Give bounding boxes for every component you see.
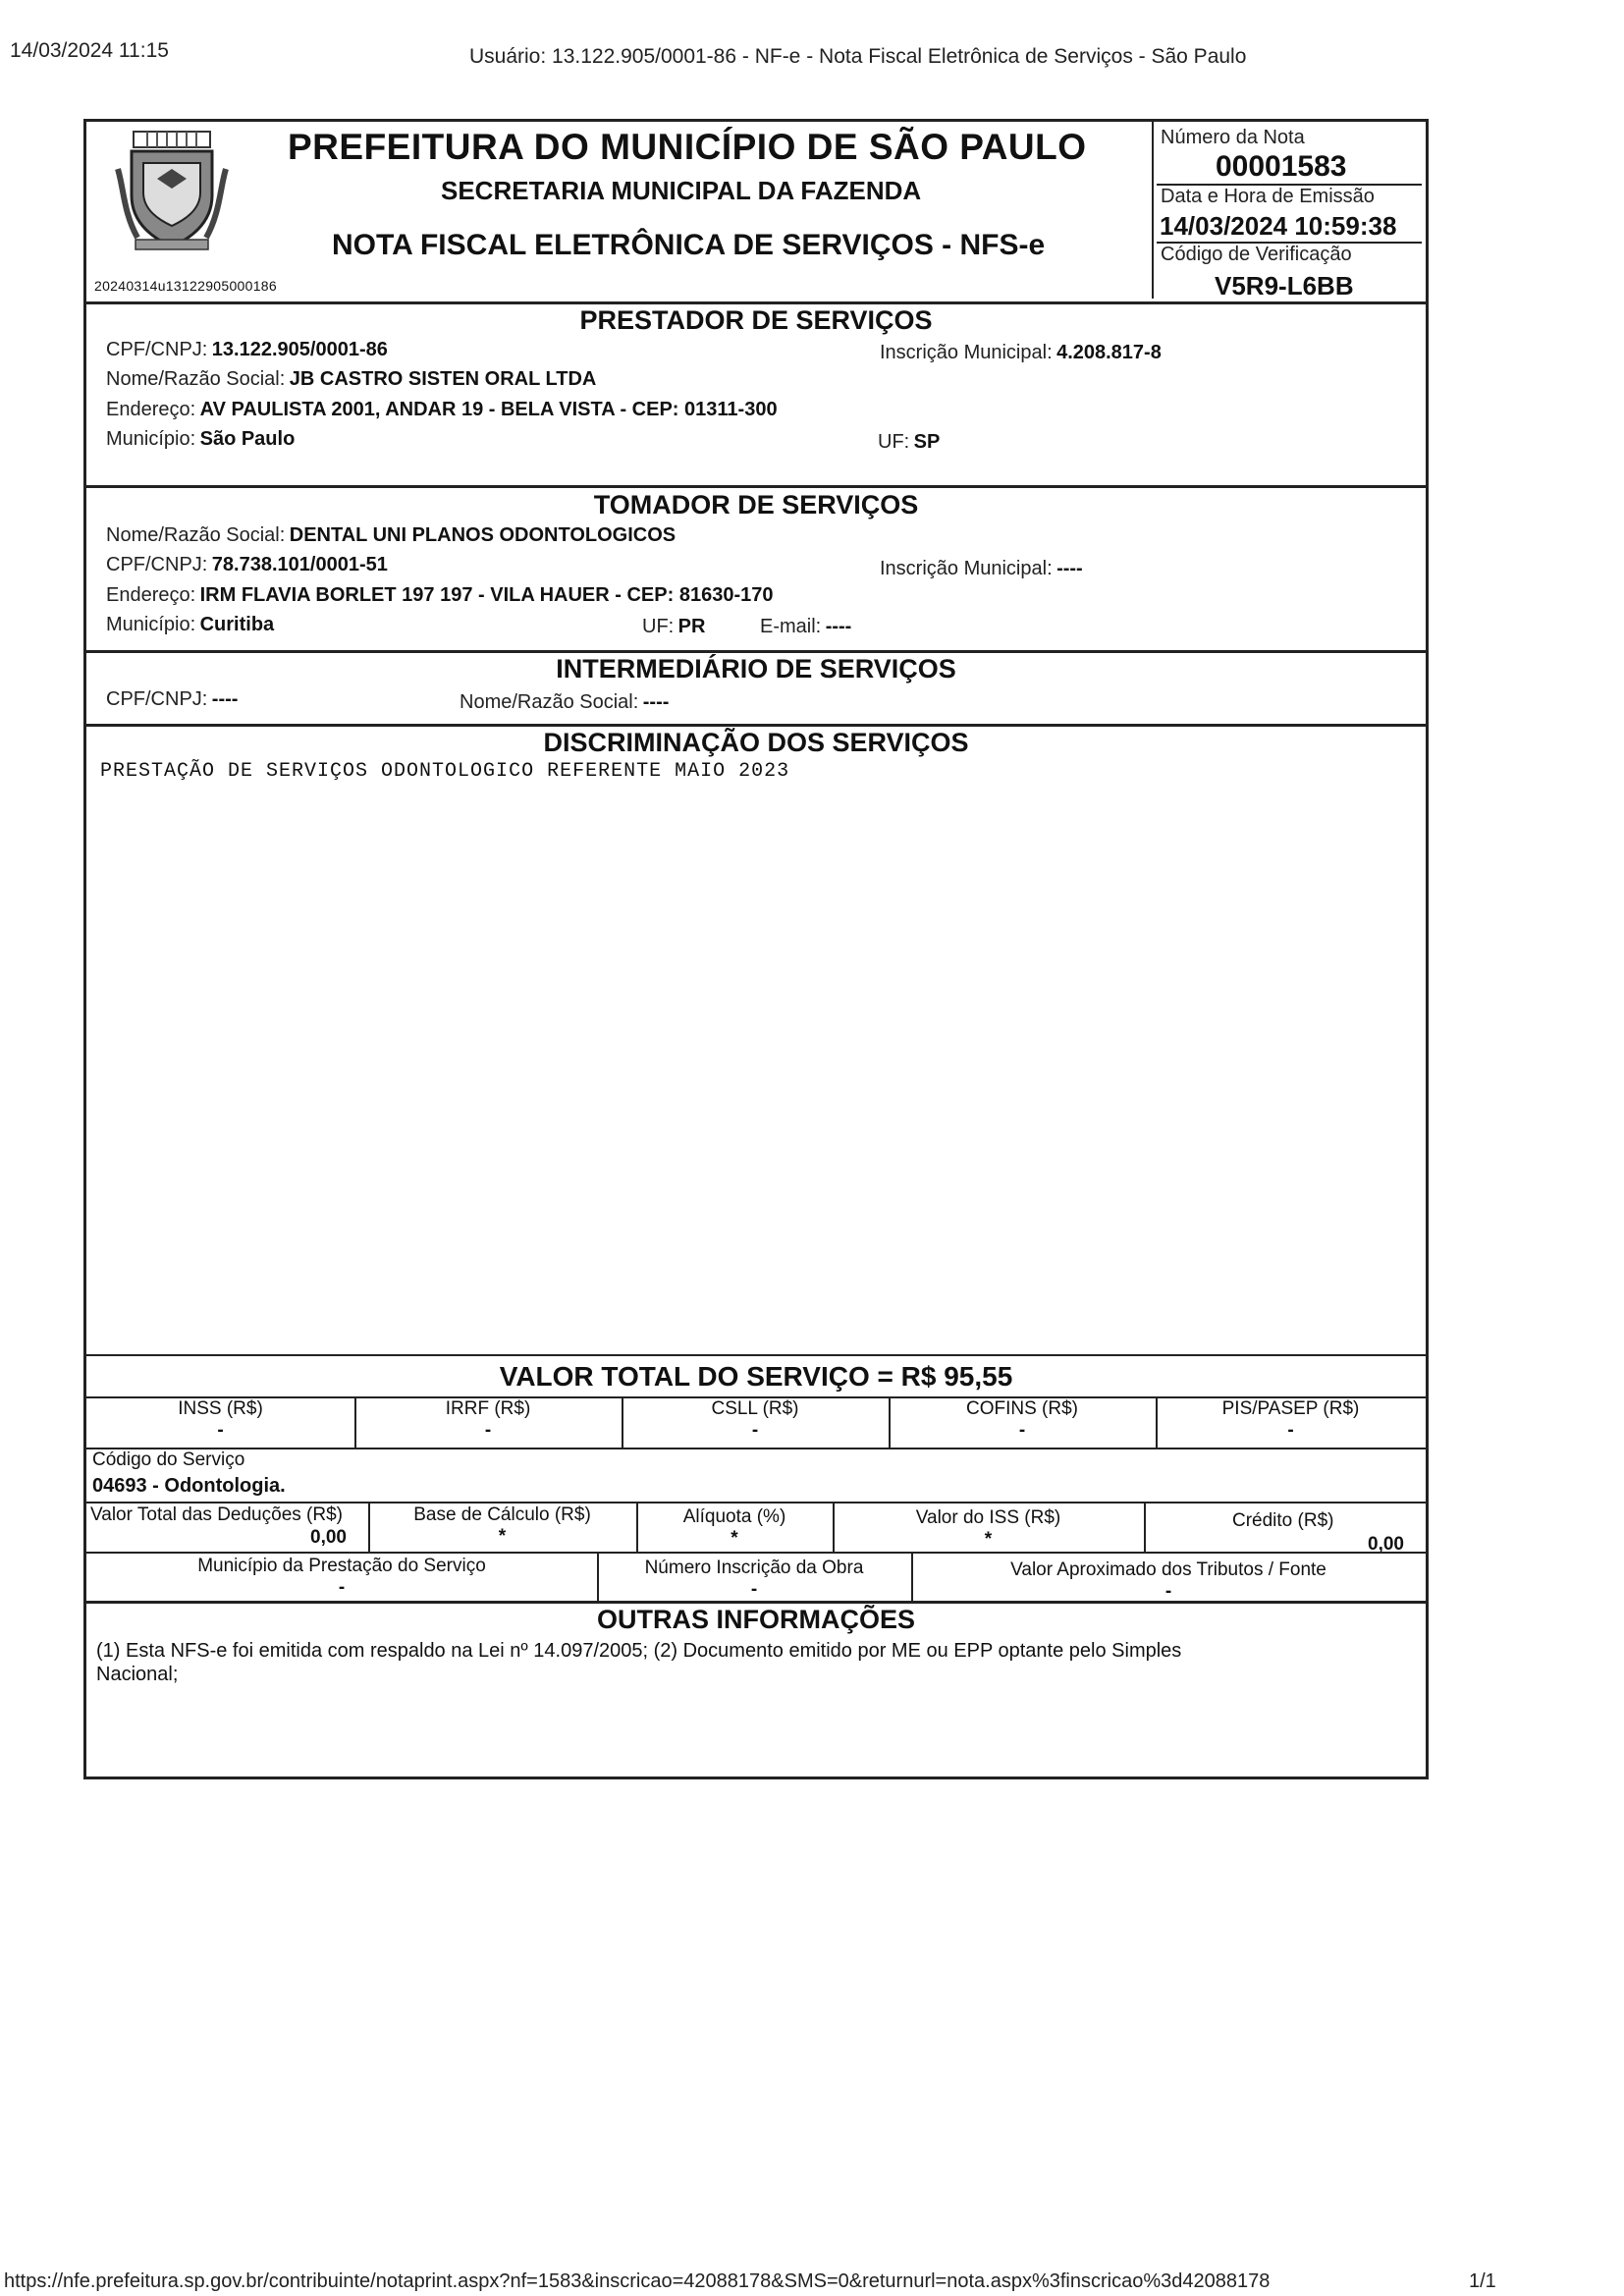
emissao-value: 14/03/2024 10:59:38: [1160, 211, 1397, 241]
prestador-bottom-rule: [86, 485, 1426, 488]
print-page-number: 1/1: [1469, 2270, 1496, 2292]
credito-value: 0,00: [1368, 1534, 1404, 1555]
aliquota: Alíquota (%) *: [682, 1506, 786, 1549]
tomador-im: ----: [1056, 558, 1083, 579]
outras-line-1: (1) Esta NFS-e foi emitida com respaldo na Lei nº 14.097/2005; (2) Documento emitido por ME ou EPP optante pelo Simples: [96, 1640, 1182, 1662]
intermediario-title: INTERMEDIÁRIO DE SERVIÇOS: [556, 654, 956, 683]
tributo-irrf: IRRF (R$) -: [445, 1398, 531, 1441]
tributo-pis-pasep: PIS/PASEP (R$) -: [1221, 1398, 1360, 1441]
intermediario-cnpj-row: CPF/CNPJ: ----: [106, 688, 239, 710]
intermediario-bottom-rule: [86, 724, 1426, 727]
tomador-municipio: Curitiba: [199, 614, 275, 635]
base-calculo: Base de Cálculo (R$) *: [413, 1504, 591, 1547]
tomador-bottom-rule: [86, 650, 1426, 653]
stamp-code: 20240314u13122905000186: [94, 278, 277, 294]
print-datetime: 14/03/2024 11:15: [10, 39, 169, 62]
tributos-bottom-rule: [86, 1448, 1426, 1449]
tomador-endereco: IRM FLAVIA BORLET 197 197 - VILA HAUER - CEP: 81630-170: [199, 584, 774, 606]
verificacao-label: Código de Verificação: [1161, 244, 1352, 265]
document-title: NOTA FISCAL ELETRÔNICA DE SERVIÇOS - NFS-e: [332, 229, 1046, 261]
prestador-endereco: AV PAULISTA 2001, ANDAR 19 - BELA VISTA - CEP: 01311-300: [199, 399, 778, 420]
header-bottom-rule: [86, 301, 1426, 304]
tomador-municipio-row: Município: Curitiba: [106, 614, 275, 635]
tomador-nome: DENTAL UNI PLANOS ODONTOLOGICOS: [289, 524, 677, 546]
numero-inscricao-obra: Número Inscrição da Obra -: [644, 1558, 864, 1600]
valor-iss: Valor do ISS (R$) *: [915, 1507, 1061, 1550]
prestador-nome: JB CASTRO SISTEN ORAL LTDA: [289, 368, 597, 390]
prestador-uf: SP: [913, 431, 941, 453]
credito-label: Crédito (R$): [1232, 1510, 1334, 1531]
codigo-servico-value: 04693 - Odontologia.: [92, 1475, 286, 1497]
tomador-title: TOMADOR DE SERVIÇOS: [593, 490, 919, 519]
prestador-cnpj: 13.122.905/0001-86: [211, 339, 388, 360]
discriminacao-title: DISCRIMINAÇÃO DOS SERVIÇOS: [543, 728, 969, 757]
tomador-cnpj-row: CPF/CNPJ: 78.738.101/0001-51: [106, 554, 388, 575]
verificacao-value: V5R9-L6BB: [1215, 271, 1354, 301]
prestador-nome-row: Nome/Razão Social: JB CASTRO SISTEN ORAL LTDA: [106, 368, 597, 390]
prestador-im: 4.208.817-8: [1056, 342, 1162, 363]
codigo-bottom-rule: [86, 1502, 1426, 1503]
prestador-municipio-row: Município: São Paulo: [106, 428, 296, 450]
local-bottom-rule: [86, 1601, 1426, 1604]
outras-line-2: Nacional;: [96, 1664, 179, 1685]
intermediario-nome-row: Nome/Razão Social: ----: [460, 691, 670, 713]
prestador-uf-row: UF: SP: [878, 431, 941, 453]
header-divider: [1152, 122, 1154, 299]
intermediario-cnpj: ----: [211, 688, 239, 710]
prestador-municipio: São Paulo: [199, 428, 296, 450]
tributo-inss: INSS (R$) -: [178, 1398, 263, 1441]
nfse-document: [83, 119, 1429, 1779]
tomador-email-row: E-mail: ----: [760, 616, 852, 637]
calculo-div-4: [1144, 1502, 1146, 1552]
coat-of-arms-icon: [114, 130, 230, 257]
calculo-bottom-rule: [86, 1552, 1426, 1554]
tomador-email: ----: [825, 616, 852, 637]
tomador-im-row: Inscrição Municipal: ----: [880, 558, 1083, 579]
numero-value: 00001583: [1216, 150, 1347, 183]
numero-label: Número da Nota: [1161, 127, 1305, 148]
intermediario-nome: ----: [642, 691, 670, 713]
print-url: https://nfe.prefeitura.sp.gov.br/contribuinte/notaprint.aspx?nf=1583&inscricao=42088178&SMS=0&returnurl=nota.aspx%3finscricao%3d42088178: [4, 2270, 1271, 2292]
outras-title: OUTRAS INFORMAÇÕES: [597, 1605, 915, 1634]
emissao-label: Data e Hora de Emissão: [1161, 186, 1375, 207]
discriminacao-text: PRESTAÇÃO DE SERVIÇOS ODONTOLOGICO REFERENTE MAIO 2023: [100, 760, 790, 783]
print-title: Usuário: 13.122.905/0001-86 - NF-e - Nota Fiscal Eletrônica de Serviços - São Paulo: [469, 45, 1247, 68]
deducoes-value: 0,00: [310, 1527, 347, 1548]
prestador-im-row: Inscrição Municipal: 4.208.817-8: [880, 342, 1162, 363]
municipio-prestacao: Município da Prestação do Serviço -: [197, 1556, 486, 1598]
tributo-csll: CSLL (R$) -: [711, 1398, 799, 1441]
valor-aproximado-tributos: Valor Aproximado dos Tributos / Fonte -: [1010, 1559, 1326, 1602]
tomador-uf-row: UF: PR: [642, 616, 706, 637]
prestador-endereco-row: Endereço: AV PAULISTA 2001, ANDAR 19 - BELA VISTA - CEP: 01311-300: [106, 399, 778, 420]
tomador-endereco-row: Endereço: IRM FLAVIA BORLET 197 197 - VILA HAUER - CEP: 81630-170: [106, 584, 774, 606]
prestador-title: PRESTADOR DE SERVIÇOS: [579, 305, 933, 335]
discriminacao-bottom-rule: [86, 1354, 1426, 1356]
deducoes-label: Valor Total das Deduções (R$): [90, 1504, 343, 1525]
secretaria-title: SECRETARIA MUNICIPAL DA FAZENDA: [441, 176, 922, 205]
tomador-uf: PR: [677, 616, 706, 637]
valor-total: VALOR TOTAL DO SERVIÇO = R$ 95,55: [499, 1361, 1013, 1392]
prestador-cnpj-row: CPF/CNPJ: 13.122.905/0001-86: [106, 339, 388, 360]
municipio-title: PREFEITURA DO MUNICÍPIO DE SÃO PAULO: [288, 127, 1087, 167]
tomador-cnpj: 78.738.101/0001-51: [211, 554, 388, 575]
codigo-servico-label: Código do Serviço: [92, 1449, 245, 1470]
tomador-nome-row: Nome/Razão Social: DENTAL UNI PLANOS ODONTOLOGICOS: [106, 524, 677, 546]
tributo-cofins: COFINS (R$) -: [966, 1398, 1078, 1441]
